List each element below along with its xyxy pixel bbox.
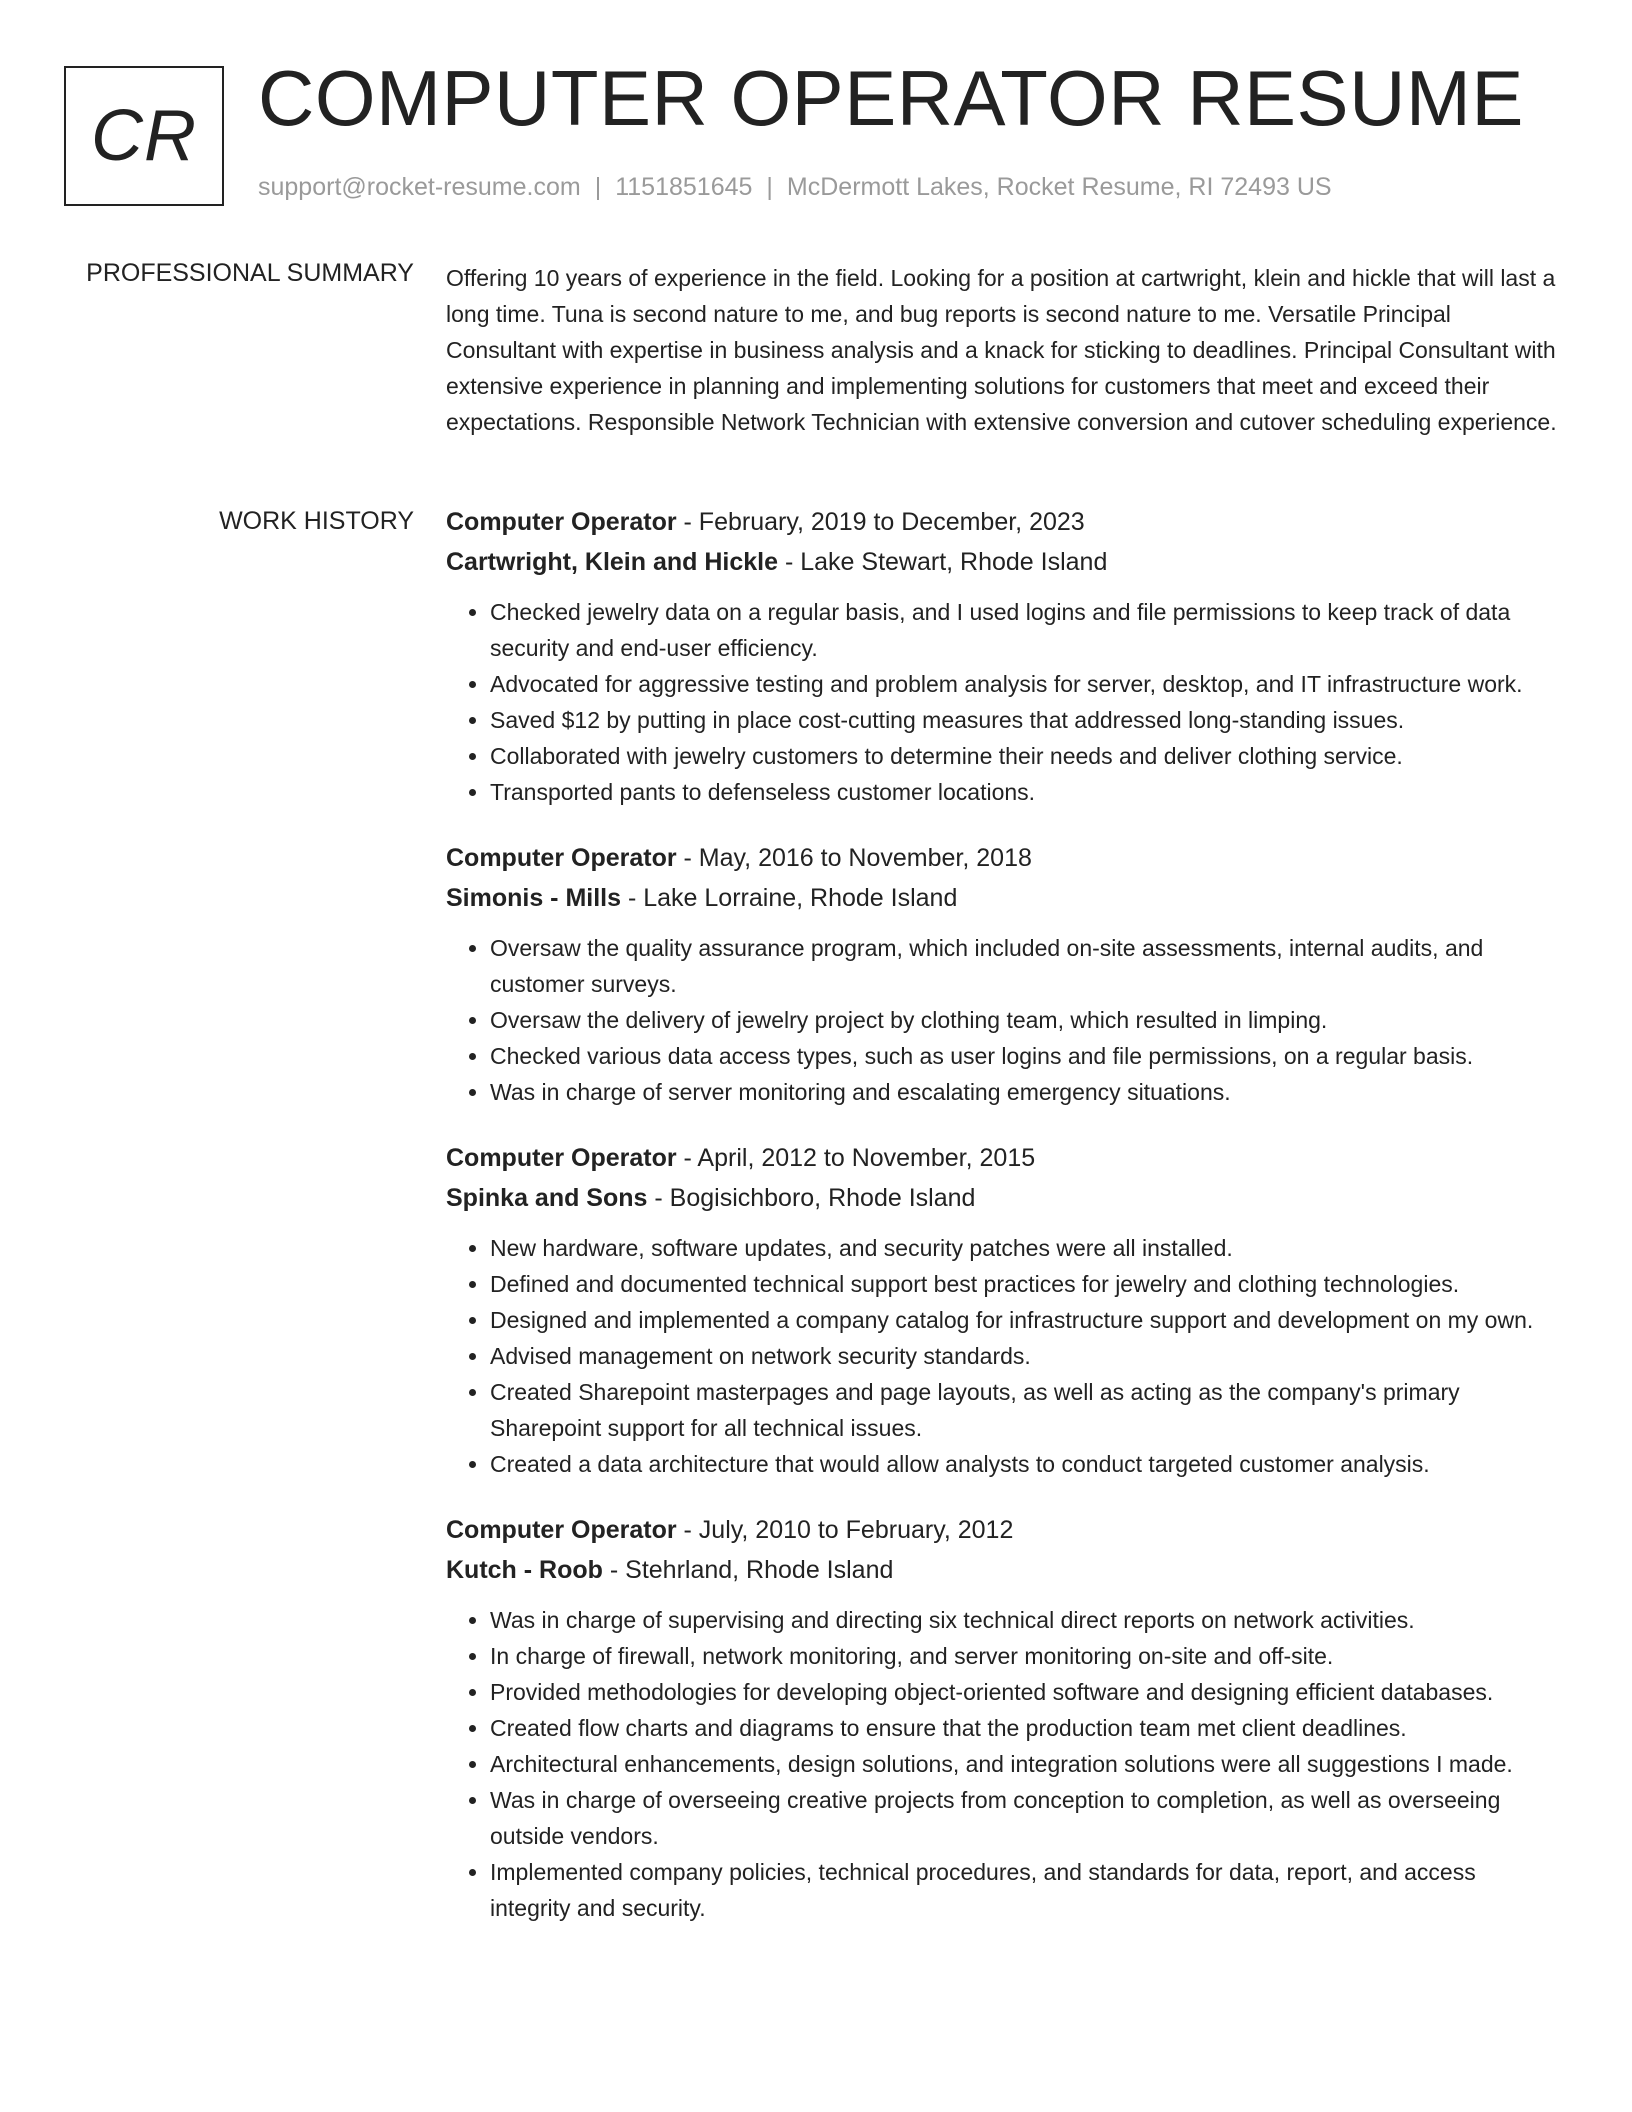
job-location: - Lake Stewart, Rhode Island xyxy=(778,548,1108,576)
job-title: Computer Operator xyxy=(446,844,677,872)
job-bullet: • Oversaw the quality assurance program, which included on-site assessments, internal audits, and customer surveys. xyxy=(490,930,1561,1002)
job-company: Simonis - Mills xyxy=(446,884,622,912)
summary-label: PROFESSIONAL SUMMARY xyxy=(86,259,414,287)
job-bullet: • Implemented company policies, technical procedures, and standards for data, report, and access integrity and security. xyxy=(490,1854,1561,1926)
job-bullet: • Transported pants to defenseless customer locations. xyxy=(490,774,1561,810)
job-dates: - May, 2016 to November, 2018 xyxy=(676,844,1032,872)
summary-text: Offering 10 years of experience in the field. Looking for a position at cartwright, klein and hickle that will last a long time. Tuna is second nature to me, and bug reports is second nature to me. Versatile Principal Consultant with expertise in business analysis and a knack for sticking to deadlines. Principal Consultant with extensive experience in planning and implementing solutions for customers that meet and exceed their expectations. Responsible Network Technician with extensive conversion and cutover scheduling experience. xyxy=(446,265,1557,435)
job-company-line xyxy=(446,1178,1561,1218)
job-title-line xyxy=(446,1138,1561,1178)
job-bullet: • Advocated for aggressive testing and problem analysis for server, desktop, and IT infrastructure work. xyxy=(490,666,1561,702)
job-bullet: • Was in charge of overseeing creative projects from conception to completion, as well as overseeing outside vendors. xyxy=(490,1782,1561,1854)
contact-email[interactable]: support@rocket-resume.com xyxy=(258,173,581,201)
job-company-line xyxy=(446,878,1561,918)
job-location: - Lake Lorraine, Rhode Island xyxy=(621,884,958,912)
job-bullet: • Created a data architecture that would allow analysts to conduct targeted customer analysis. xyxy=(490,1446,1561,1482)
page-title: COMPUTER OPERATOR RESUME xyxy=(258,54,1524,142)
work-history-body xyxy=(446,502,1561,1954)
job-bullet: • Was in charge of server monitoring and escalating emergency situations. xyxy=(490,1074,1561,1110)
work-history-label: WORK HISTORY xyxy=(219,507,414,535)
contact-separator: | xyxy=(766,173,773,201)
job-entry xyxy=(446,838,1561,1110)
job-title-line xyxy=(446,838,1561,878)
job-bullet: • Collaborated with jewelry customers to determine their needs and deliver clothing service. xyxy=(490,738,1561,774)
job-bullet-list xyxy=(446,594,1561,810)
job-bullet: • Oversaw the delivery of jewelry project by clothing team, which resulted in limping. xyxy=(490,1002,1561,1038)
job-company: Kutch - Roob xyxy=(446,1556,603,1584)
monogram-initials: CR xyxy=(91,96,197,176)
contact-separator: | xyxy=(594,173,602,201)
job-title-line xyxy=(446,1510,1561,1550)
job-company: Spinka and Sons xyxy=(446,1184,648,1212)
job-dates: - February, 2019 to December, 2023 xyxy=(676,508,1085,536)
job-bullet-list xyxy=(446,1602,1561,1926)
job-bullet-list xyxy=(446,930,1561,1110)
job-bullet: • New hardware, software updates, and security patches were all installed. xyxy=(490,1230,1561,1266)
contact-address: McDermott Lakes, Rocket Resume, RI 72493 US xyxy=(786,173,1332,201)
job-bullet: • In charge of firewall, network monitoring, and server monitoring on-site and off-site. xyxy=(490,1638,1561,1674)
job-title: Computer Operator xyxy=(446,508,677,536)
job-dates: - April, 2012 to November, 2015 xyxy=(676,1144,1036,1172)
job-bullet: • Provided methodologies for developing object-oriented software and designing efficient databases. xyxy=(490,1674,1561,1710)
job-location: - Stehrland, Rhode Island xyxy=(602,1556,894,1584)
job-bullet: • Designed and implemented a company catalog for infrastructure support and development on my own. xyxy=(490,1302,1561,1338)
job-bullet: • Checked jewelry data on a regular basis, and I used logins and file permissions to keep track of data security and end-user efficiency. xyxy=(490,594,1561,666)
contact-phone[interactable]: 1151851645 xyxy=(615,173,753,201)
job-bullet: • Checked various data access types, such as user logins and file permissions, on a regular basis. xyxy=(490,1038,1561,1074)
job-entry xyxy=(446,1510,1561,1926)
monogram-box xyxy=(64,66,224,206)
job-dates: - July, 2010 to February, 2012 xyxy=(676,1516,1014,1544)
job-bullet: • Created Sharepoint masterpages and page layouts, as well as acting as the company's primary Sharepoint support for all technical issues. xyxy=(490,1374,1561,1446)
job-bullet: • Saved $12 by putting in place cost-cutting measures that addressed long-standing issues. xyxy=(490,702,1561,738)
job-title-line xyxy=(446,502,1561,542)
summary-body xyxy=(446,260,1561,440)
job-bullet: • Defined and documented technical support best practices for jewelry and clothing technologies. xyxy=(490,1266,1561,1302)
job-bullet-list xyxy=(446,1230,1561,1482)
job-company: Cartwright, Klein and Hickle xyxy=(446,548,779,576)
job-entry xyxy=(446,502,1561,810)
job-company-line xyxy=(446,1550,1561,1590)
job-title: Computer Operator xyxy=(446,1516,677,1544)
job-location: - Bogisichboro, Rhode Island xyxy=(647,1184,976,1212)
job-bullet: • Created flow charts and diagrams to ensure that the production team met client deadlines. xyxy=(490,1710,1561,1746)
job-entry xyxy=(446,1138,1561,1482)
job-title: Computer Operator xyxy=(446,1144,677,1172)
job-company-line xyxy=(446,542,1561,582)
job-bullet: • Architectural enhancements, design solutions, and integration solutions were all suggestions I made. xyxy=(490,1746,1561,1782)
contact-line xyxy=(258,172,1332,202)
job-bullet: • Was in charge of supervising and directing six technical direct reports on network activities. xyxy=(490,1602,1561,1638)
job-bullet: • Advised management on network security standards. xyxy=(490,1338,1561,1374)
